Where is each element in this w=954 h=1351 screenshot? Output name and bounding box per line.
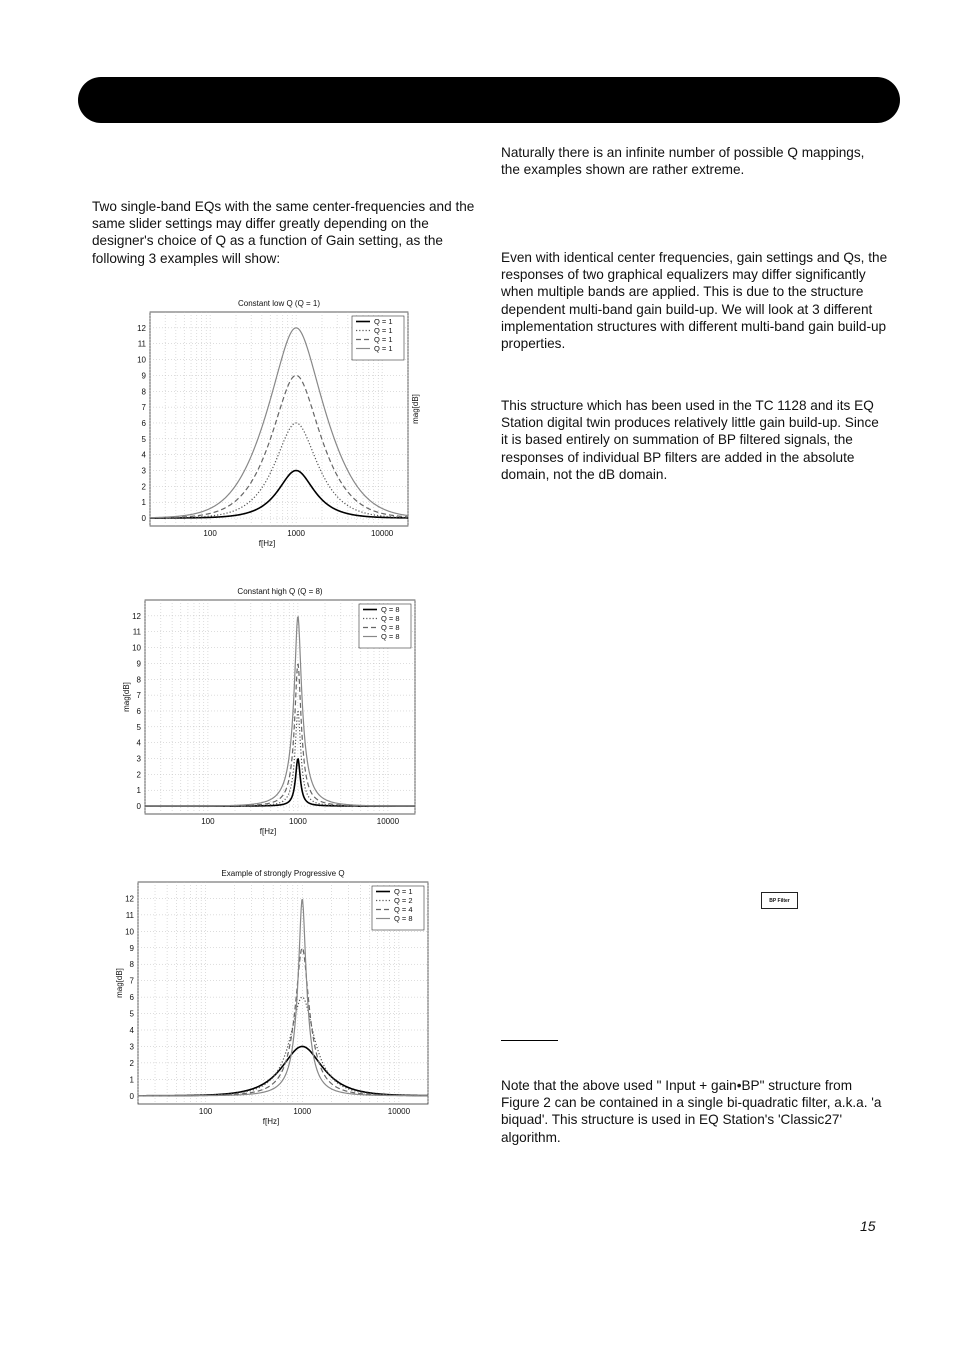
y-tick-label: 9 bbox=[141, 371, 146, 381]
y-tick-label: 10 bbox=[132, 643, 141, 653]
y-tick-label: 8 bbox=[141, 387, 146, 397]
page-number: 15 bbox=[860, 1218, 876, 1234]
y-tick-label: 9 bbox=[129, 943, 134, 953]
x-tick-label: 100 bbox=[201, 817, 215, 826]
y-tick-label: 8 bbox=[129, 960, 134, 970]
y-tick-label: 10 bbox=[137, 355, 146, 365]
y-tick-label: 2 bbox=[129, 1058, 134, 1068]
chart-title: Example of strongly Progressive Q bbox=[221, 869, 345, 878]
paragraph-biquad-note: Note that the above used " Input + gain•BP" structure from Figure 2 can be contained in a single bi-quadratic filter, a.k.a. 'a biquad'. This structure is used in EQ Station's 'Classic27' algorithm. bbox=[501, 1078, 882, 1145]
section-header-banner bbox=[78, 77, 900, 123]
y-tick-label: 6 bbox=[141, 418, 146, 428]
y-tick-label: 5 bbox=[136, 722, 141, 732]
y-axis-label: mag[dB] bbox=[115, 968, 124, 998]
y-tick-label: 3 bbox=[141, 466, 146, 476]
y-tick-label: 12 bbox=[132, 611, 141, 621]
y-tick-label: 7 bbox=[136, 691, 141, 701]
y-axis-label: mag[dB] bbox=[411, 394, 420, 424]
y-tick-label: 3 bbox=[129, 1042, 134, 1052]
x-axis-label: f[Hz] bbox=[258, 539, 276, 548]
y-tick-label: 3 bbox=[136, 754, 141, 764]
legend-entry: Q = 1 bbox=[374, 335, 393, 344]
y-axis-label: mag[dB] bbox=[122, 682, 131, 712]
y-tick-label: 0 bbox=[136, 802, 141, 812]
bp-filter-block: BP Filter bbox=[761, 892, 798, 909]
y-tick-label: 1 bbox=[141, 498, 146, 508]
legend-entry: Q = 8 bbox=[394, 914, 413, 923]
chart-title: Constant high Q (Q = 8) bbox=[237, 587, 323, 596]
x-axis-label: f[Hz] bbox=[262, 1117, 280, 1126]
x-tick-label: 10000 bbox=[387, 1107, 411, 1116]
x-tick-label: 1000 bbox=[287, 529, 306, 538]
x-tick-label: 1000 bbox=[289, 817, 307, 826]
y-tick-label: 4 bbox=[136, 738, 141, 748]
chart-progressive-q bbox=[110, 860, 430, 1126]
y-tick-label: 12 bbox=[125, 894, 134, 904]
chart-constant-low-q bbox=[120, 292, 440, 548]
paragraph-gain-buildup: Even with identical center frequencies, gain settings and Qs, the responses of two graphical equalizers may differ significantly when multiple bands are applied. This is due to the structure dependent multi-band gain build-up. We will look at 3 different implementation structures with different multi-band gain build-up properties. bbox=[501, 250, 888, 352]
y-tick-label: 0 bbox=[129, 1091, 134, 1101]
legend-entry: Q = 8 bbox=[381, 632, 400, 641]
y-tick-label: 0 bbox=[141, 514, 146, 524]
y-tick-label: 2 bbox=[141, 482, 146, 492]
paragraph-intro: Two single-band EQs with the same center-frequencies and the same slider settings may differ greatly depending on the designer's choice of Q as a function of Gain setting, as the following 3 examples will show: bbox=[92, 199, 475, 266]
paragraph-tc1128-structure: This structure which has been used in the TC 1128 and its EQ Station digital twin produces relatively little gain build-up. Since it is based entirely on summation of BP filtered signals, the responses of individual BP filters are added in the absolute domain, not the dB domain. bbox=[501, 398, 879, 482]
legend-entry: Q = 1 bbox=[374, 344, 393, 353]
y-tick-label: 7 bbox=[141, 403, 146, 413]
y-tick-label: 6 bbox=[129, 993, 134, 1003]
y-tick-label: 5 bbox=[141, 434, 146, 444]
y-tick-label: 4 bbox=[129, 1026, 134, 1035]
y-tick-label: 1 bbox=[129, 1075, 134, 1085]
x-axis-label: f[Hz] bbox=[259, 827, 277, 836]
y-tick-label: 11 bbox=[137, 339, 146, 349]
legend-entry: Q = 8 bbox=[381, 614, 400, 623]
x-tick-label: 1000 bbox=[293, 1107, 312, 1116]
y-tick-label: 6 bbox=[136, 706, 141, 716]
legend-entry: Q = 2 bbox=[394, 896, 413, 905]
legend-entry: Q = 1 bbox=[394, 887, 413, 896]
legend-entry: Q = 4 bbox=[394, 905, 413, 914]
figure-rule bbox=[501, 1040, 558, 1041]
y-tick-label: 4 bbox=[141, 450, 146, 460]
chart-title: Constant low Q (Q = 1) bbox=[237, 299, 321, 308]
legend-entry: Q = 1 bbox=[374, 326, 393, 335]
y-tick-label: 2 bbox=[136, 770, 141, 780]
y-tick-label: 10 bbox=[125, 927, 134, 937]
y-tick-label: 12 bbox=[137, 323, 146, 333]
y-tick-label: 9 bbox=[136, 659, 141, 669]
y-tick-label: 1 bbox=[136, 786, 141, 796]
x-tick-label: 100 bbox=[203, 529, 217, 538]
legend-entry: Q = 8 bbox=[381, 623, 400, 632]
x-tick-label: 100 bbox=[198, 1107, 213, 1116]
y-tick-label: 11 bbox=[125, 910, 134, 920]
paragraph-q-mappings: Naturally there is an infinite number of possible Q mappings, the examples shown are rather extreme. bbox=[501, 145, 865, 178]
x-tick-label: 10000 bbox=[370, 529, 394, 538]
y-tick-label: 7 bbox=[129, 976, 134, 986]
chart-constant-high-q bbox=[115, 578, 435, 836]
y-tick-label: 5 bbox=[129, 1009, 134, 1019]
legend-entry: Q = 8 bbox=[381, 605, 400, 614]
y-tick-label: 11 bbox=[132, 627, 141, 637]
x-tick-label: 10000 bbox=[376, 817, 400, 826]
legend-entry: Q = 1 bbox=[374, 317, 393, 326]
y-tick-label: 8 bbox=[136, 675, 141, 685]
